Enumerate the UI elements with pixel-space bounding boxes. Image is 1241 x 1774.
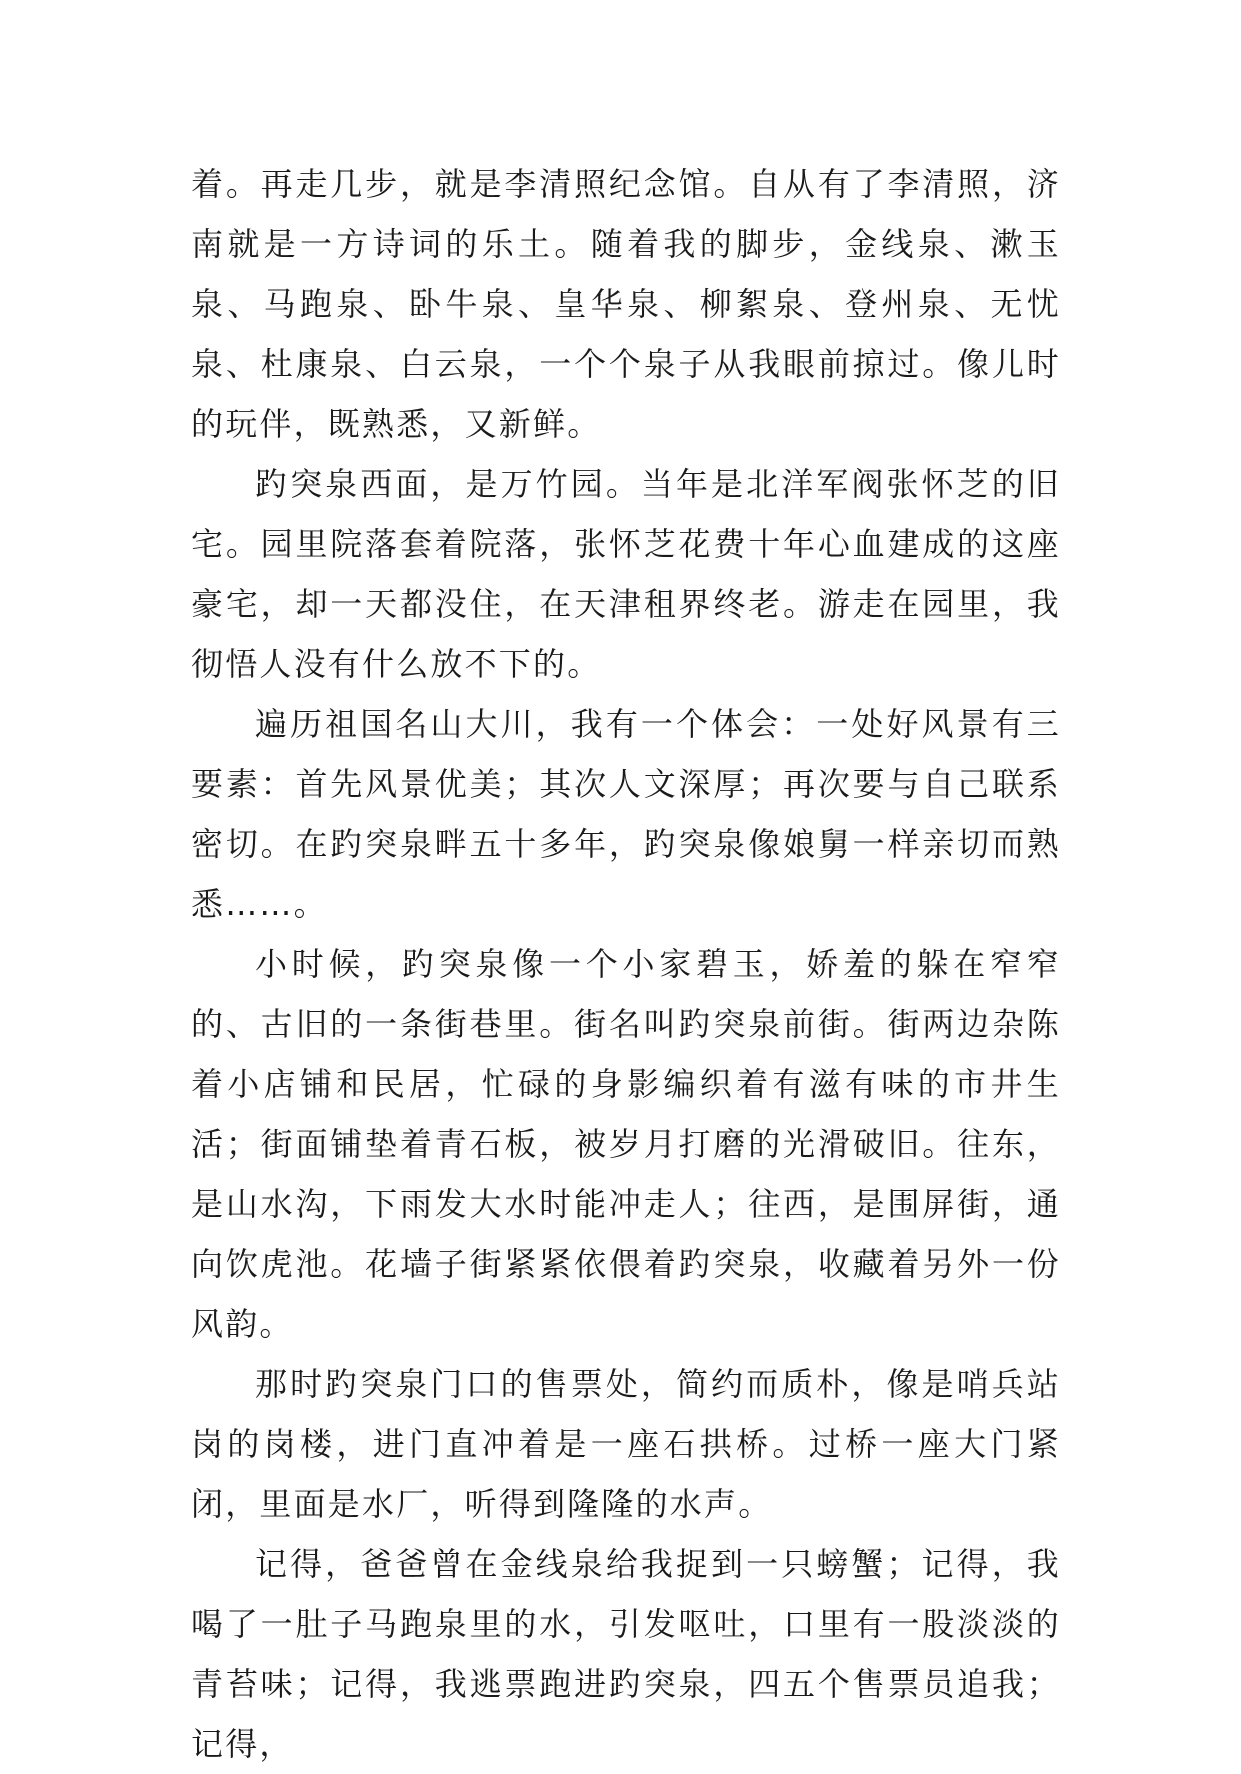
article-body [191,154,1061,1774]
paragraph-continued: 着。再走几步，就是李清照纪念馆。自从有了李清照，济南就是一方诗词的乐土。随着我的脚步，金线泉、漱玉泉、马跑泉、卧牛泉、皇华泉、柳絮泉、登州泉、无忧泉、杜康泉、白云泉，一个个泉子从我眼前掠过。像儿时的玩伴，既熟悉，又新鲜。 [191,165,1061,443]
paragraph-wanzhuyuan: 趵突泉西面，是万竹园。当年是北洋军阀张怀芝的旧宅。园里院落套着院落，张怀芝花费十年心血建成的这座豪宅，却一天都没住，在天津租界终老。游走在园里，我彻悟人没有什么放不下的。 [191,465,1061,683]
paragraph-scenery: 遍历祖国名山大川，我有一个体会：一处好风景有三要素：首先风景优美；其次人文深厚；再次要与自己联系密切。在趵突泉畔五十多年，趵突泉像娘舅一样亲切而熟悉……。 [191,705,1061,923]
paragraph-ticket-office: 那时趵突泉门口的售票处，简约而质朴，像是哨兵站岗的岗楼，进门直冲着是一座石拱桥。过桥一座大门紧闭，里面是水厂，听得到隆隆的水声。 [191,1365,1061,1523]
paragraph-memories: 记得，爸爸曾在金线泉给我捉到一只螃蟹；记得，我喝了一肚子马跑泉里的水，引发呕吐，口里有一股淡淡的青苔味；记得，我逃票跑进趵突泉，四五个售票员追我；记得， [191,1545,1061,1763]
paragraph-childhood: 小时候，趵突泉像一个小家碧玉，娇羞的躲在窄窄的、古旧的一条街巷里。街名叫趵突泉前街。街两边杂陈着小店铺和民居，忙碌的身影编织着有滋有味的市井生活；街面铺垫着青石板，被岁月打磨的光滑破旧。往东，是山水沟，下雨发大水时能冲走人；往西，是围屏街，通向饮虎池。花墙子街紧紧依偎着趵突泉，收藏着另外一份风韵。 [191,945,1061,1343]
